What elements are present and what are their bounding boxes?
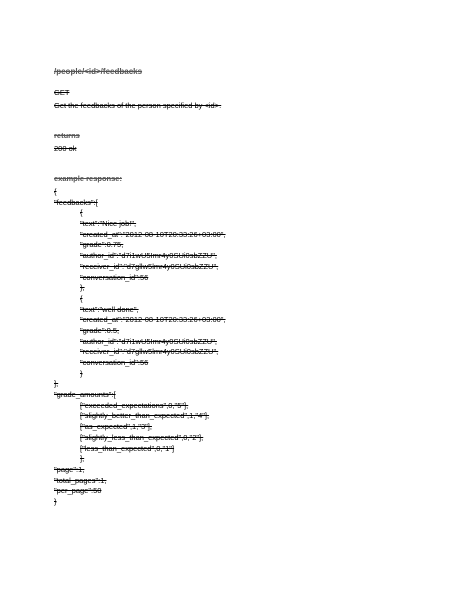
code-line — [54, 187, 226, 198]
code-line-text: "author_id":"d7i1wU5Imr4y0SUi0sbZZU", — [80, 336, 217, 346]
code-line-text: { — [80, 293, 83, 303]
code-line — [54, 476, 226, 487]
code-line-text: ["exceeded_expectations",0,"5"], — [80, 400, 189, 410]
code-line — [54, 444, 226, 455]
code-line — [54, 465, 226, 476]
code-line-text: "conversation_id":56 — [80, 358, 149, 367]
code-line-text: "created_at":"2012-08-10T20:33:26+03:00", — [80, 229, 226, 239]
http-method: GET — [54, 88, 70, 97]
code-line-text: "receiver_id":"d7gllw5lmr4y0SUi0sbZZU", — [80, 347, 219, 357]
code-line-text: "author_id":"d7i1wU5Imr4y0SUi0sbZZU", — [80, 251, 217, 261]
code-line — [54, 240, 226, 251]
code-line — [54, 422, 226, 433]
code-line-text: ["less_than_expected",0,"1"] — [80, 443, 175, 453]
code-line-text: "page":1, — [54, 464, 85, 474]
code-line — [54, 305, 226, 316]
code-line — [54, 401, 226, 412]
code-line-text: ], — [54, 379, 59, 389]
code-line — [54, 347, 226, 358]
code-line-text: "total_pages":1, — [54, 475, 107, 485]
code-line — [54, 262, 226, 273]
code-line-text: "text":"well done", — [80, 304, 139, 314]
code-line-text: "conversation_id":56 — [80, 272, 149, 282]
example-response-code — [54, 187, 226, 508]
code-line — [54, 390, 226, 401]
example-label: example response: — [54, 174, 122, 183]
code-line-text: "grade":0.5, — [80, 325, 120, 335]
code-line — [54, 379, 226, 390]
code-line — [54, 230, 226, 241]
code-line — [54, 358, 226, 369]
code-line-text: ["as_expected",1,"3"], — [80, 422, 152, 432]
code-line-text: "created_at":"2012-08-10T20:33:26+03:00", — [80, 315, 226, 325]
code-line — [54, 486, 226, 497]
code-line — [54, 208, 226, 219]
code-line-text: "text":"Nice job!", — [80, 219, 137, 229]
code-line-text: "grade":0.75, — [80, 240, 124, 250]
code-line — [54, 283, 226, 294]
code-line — [54, 411, 226, 422]
code-line — [54, 219, 226, 230]
code-line-text: "receiver_id":"d7gllw5lmr4y0SUi0sbZZU", — [80, 261, 219, 271]
code-line — [54, 337, 226, 348]
code-line-text: ["slightly_better_than_expected",1,"4"], — [80, 411, 210, 421]
code-line-text: } — [80, 368, 83, 378]
code-line — [54, 369, 226, 380]
code-line-text: ["slightly_less_than_expected",0,"2"], — [80, 432, 204, 442]
code-line-text: "per_page":50 — [54, 486, 102, 496]
code-line-text: "grade_amounts":[ — [54, 390, 116, 400]
code-line — [54, 454, 226, 465]
code-line-text: { — [80, 208, 83, 218]
code-line-text: } — [54, 496, 57, 506]
endpoint-description: Get the feedbacks of the person specified by <id>. — [54, 101, 222, 110]
code-line-text: { — [54, 187, 57, 196]
code-line-text: "feedbacks":[ — [54, 197, 98, 207]
returns-value: 200 ok — [54, 144, 77, 153]
code-line — [54, 294, 226, 305]
code-line — [54, 273, 226, 284]
code-line — [54, 433, 226, 444]
code-line — [54, 315, 226, 326]
code-line — [54, 198, 226, 209]
returns-label: returns — [54, 131, 80, 140]
code-line-text: }, — [80, 283, 85, 293]
code-line — [54, 326, 226, 337]
code-line-text: ], — [80, 454, 85, 464]
endpoint-path: /people/<id>/feedbacks — [54, 67, 143, 76]
code-line — [54, 251, 226, 262]
code-line — [54, 497, 226, 508]
